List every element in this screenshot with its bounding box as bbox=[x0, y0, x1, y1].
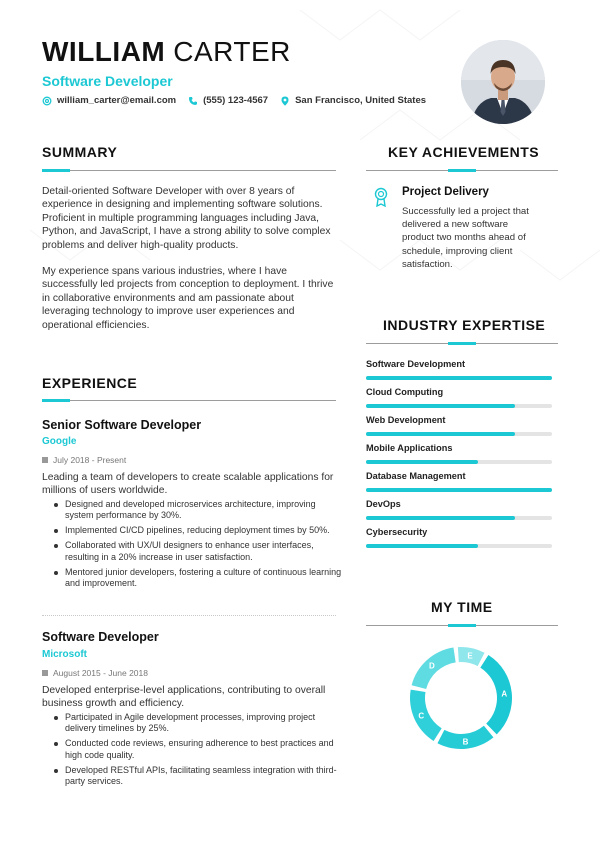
job-bullets bbox=[54, 499, 342, 593]
time-donut-chart bbox=[406, 643, 516, 753]
job-dates bbox=[42, 455, 126, 465]
skill-item bbox=[366, 386, 552, 414]
experience-heading: EXPERIENCE bbox=[42, 375, 138, 391]
expertise-accent-bar bbox=[448, 342, 476, 345]
avatar bbox=[461, 40, 545, 124]
profile-photo bbox=[461, 40, 545, 124]
donut-segment-label: B bbox=[462, 737, 469, 747]
job-bullet: Designed and developed microservices architecture, improving system performance by 30%. bbox=[54, 499, 342, 522]
skill-bar-fill bbox=[366, 460, 478, 464]
skill-bar-track bbox=[366, 544, 552, 548]
job-bullet: Participated in Agile development processes, improving project delivery timelines by 25%. bbox=[54, 712, 342, 735]
job-bullet: Developed RESTful APIs, facilitating seamless integration with third-party services. bbox=[54, 765, 342, 788]
skill-bar-fill bbox=[366, 544, 478, 548]
location-contact bbox=[280, 95, 426, 106]
skill-bar-fill bbox=[366, 432, 515, 436]
candidate-name bbox=[42, 36, 291, 68]
skill-bar-track bbox=[366, 404, 552, 408]
job-bullet: Conducted code reviews, ensuring adherence to best practices and high code quality. bbox=[54, 738, 342, 761]
achievement-description: Successfully led a project that delivered a new software product two months ahead of schedule, improving client satisfaction. bbox=[402, 206, 529, 270]
skill-bar-fill bbox=[366, 404, 515, 408]
job-title: Senior Software Developer bbox=[42, 418, 202, 432]
job-dates bbox=[42, 668, 148, 678]
mytime-heading: MY TIME bbox=[431, 599, 493, 615]
donut-segment-label: C bbox=[418, 711, 425, 721]
skill-name: Software Development bbox=[366, 359, 466, 369]
summary-accent-bar bbox=[42, 169, 70, 172]
achievements-heading: KEY ACHIEVEMENTS bbox=[388, 144, 540, 160]
skill-bar-fill bbox=[366, 516, 515, 520]
first-name: WILLIAM bbox=[42, 36, 166, 67]
job-dates-text: July 2018 - Present bbox=[53, 455, 127, 465]
calendar-icon bbox=[42, 670, 48, 676]
last-name: CARTER bbox=[173, 36, 291, 67]
expertise-heading: INDUSTRY EXPERTISE bbox=[383, 317, 546, 333]
location-text: San Francisco, United States bbox=[295, 95, 427, 106]
donut-segment-label: A bbox=[501, 689, 508, 699]
skill-name: Mobile Applications bbox=[366, 443, 453, 453]
job-separator bbox=[42, 615, 336, 616]
achievement-title: Project Delivery bbox=[402, 186, 489, 198]
summary-paragraph-1: Detail-oriented Software Developer with over 8 years of experience in designing and implementing software solutions. Proficient in multiple programming languages including Java, Python, and JavaScript, I have a strong ability to solve complex problems and deliver high-quality products. bbox=[42, 186, 331, 251]
donut-segment-label: E bbox=[467, 651, 473, 661]
skill-item bbox=[366, 470, 552, 498]
skill-name: Database Management bbox=[366, 471, 466, 481]
job-company: Google bbox=[42, 436, 77, 447]
achievements-accent-bar bbox=[448, 169, 476, 172]
email-text: william_carter@email.com bbox=[57, 95, 177, 106]
mytime-accent-bar bbox=[448, 624, 476, 627]
job-title: Software Developer bbox=[42, 630, 159, 644]
job-company: Microsoft bbox=[42, 649, 87, 660]
experience-rule bbox=[42, 400, 336, 401]
summary-heading: SUMMARY bbox=[42, 144, 118, 160]
job-role: Software Developer bbox=[42, 73, 173, 89]
summary-paragraph-2: My experience spans various industries, where I have successfully led projects from conception to deployment. I thrive in collaborative environments and am passionate about leveraging technology to improve user experiences and operational efficiencies. bbox=[42, 266, 334, 331]
job-bullet: Mentored junior developers, fostering a culture of continuous learning and improvement. bbox=[54, 567, 342, 590]
phone-contact[interactable] bbox=[188, 95, 268, 106]
skill-name: Cloud Computing bbox=[366, 387, 444, 397]
skill-bar-track bbox=[366, 376, 552, 380]
job-bullet: Implemented CI/CD pipelines, reducing deployment times by 50%. bbox=[54, 525, 342, 536]
contact-row bbox=[42, 95, 426, 106]
phone-text: (555) 123-4567 bbox=[203, 95, 269, 106]
calendar-icon bbox=[42, 457, 48, 463]
email-contact[interactable] bbox=[42, 95, 176, 106]
skill-item bbox=[366, 498, 552, 526]
skill-item bbox=[366, 442, 552, 470]
job-bullets bbox=[54, 712, 342, 791]
at-icon bbox=[42, 96, 52, 106]
location-pin-icon bbox=[280, 96, 290, 106]
skill-bar-track bbox=[366, 460, 552, 464]
donut-segment bbox=[480, 655, 512, 734]
skill-item bbox=[366, 358, 552, 386]
skill-item bbox=[366, 526, 552, 554]
skill-name: DevOps bbox=[366, 499, 401, 509]
skill-bar-track bbox=[366, 432, 552, 436]
skill-name: Web Development bbox=[366, 415, 446, 425]
skill-bar-track bbox=[366, 516, 552, 520]
skills-list bbox=[366, 358, 552, 554]
award-icon bbox=[372, 187, 390, 207]
donut-segment-label: D bbox=[429, 661, 435, 671]
skill-bar-fill bbox=[366, 376, 552, 380]
phone-icon bbox=[188, 96, 198, 106]
skill-bar-track bbox=[366, 488, 552, 492]
summary-rule bbox=[42, 170, 336, 171]
donut-segment bbox=[410, 690, 442, 741]
job-summary: Leading a team of developers to create scalable applications for millions of users worldwide. bbox=[42, 472, 334, 497]
job-dates-text: August 2015 - June 2018 bbox=[53, 668, 148, 678]
skill-bar-fill bbox=[366, 488, 552, 492]
skill-name: Cybersecurity bbox=[366, 527, 428, 537]
skill-item bbox=[366, 414, 552, 442]
job-bullet: Collaborated with UX/UI designers to enhance user interfaces, resulting in a 20% increase in user satisfaction. bbox=[54, 540, 342, 563]
experience-accent-bar bbox=[42, 399, 70, 402]
job-summary: Developed enterprise-level applications, contributing to overall business growth and efficiency. bbox=[42, 685, 326, 710]
